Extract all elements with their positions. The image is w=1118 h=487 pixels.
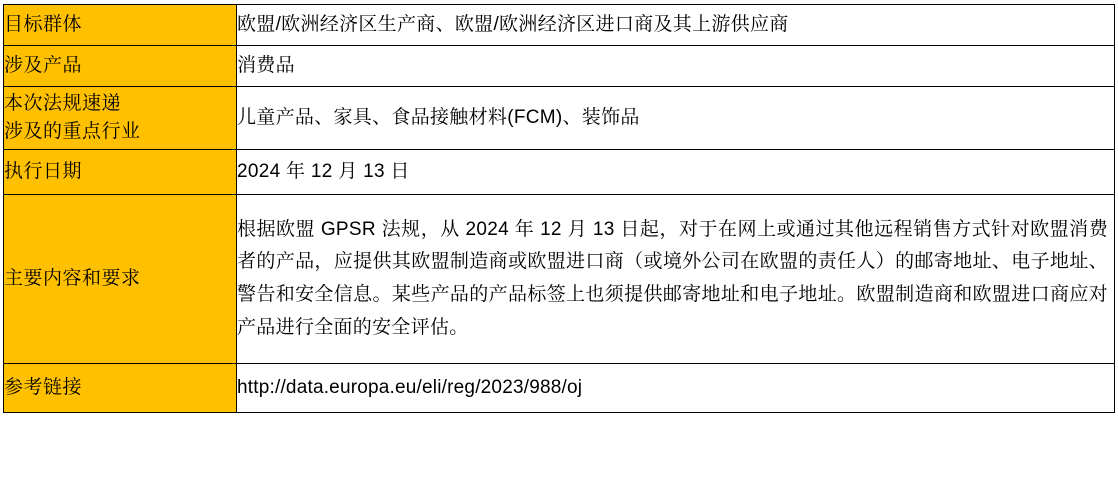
label-line: 主要内容和要求 [4, 267, 141, 289]
row-value-effective-date: 2024 年 12 月 13 日 [237, 150, 1115, 195]
row-value-key-industries: 儿童产品、家具、食品接触材料(FCM)、装饰品 [237, 87, 1115, 150]
label-line: 本次法规速递 [4, 92, 122, 114]
label-line: 执行日期 [4, 160, 83, 182]
table-row [4, 195, 1115, 364]
reference-link-url[interactable]: http://data.europa.eu/eli/reg/2023/988/oj [237, 377, 583, 399]
row-value-target-group: 欧盟/欧洲经济区生产商、欧盟/欧洲经济区进口商及其上游供应商 [237, 5, 1115, 46]
row-label-products [4, 46, 237, 87]
row-value-products: 消费品 [237, 46, 1115, 87]
row-label-key-industries [4, 87, 237, 150]
table-row [4, 46, 1115, 87]
label-line: 参考链接 [4, 376, 83, 398]
regulation-summary-table [3, 4, 1115, 413]
row-label-effective-date [4, 150, 237, 195]
label-line: 涉及的重点行业 [4, 121, 141, 142]
row-value-main-requirements [237, 195, 1115, 364]
label-line: 目标群体 [4, 13, 83, 35]
row-label-main-requirements [4, 195, 237, 364]
row-label-reference-link [4, 364, 237, 413]
table-row [4, 87, 1115, 150]
row-value-reference-link [237, 364, 1115, 413]
main-requirements-paragraph: 根据欧盟 GPSR 法规，从 2024 年 12 月 13 日起，对于在网上或通过其他远程销售方式针对欧盟消费者的产品，应提供其欧盟制造商或欧盟进口商（或境外公司在欧盟的责任人）的邮寄地址、电子地址、警告和安全信息。某些产品的产品标签上也须提供邮寄地址和电子地址。欧盟制造商和欧盟进口商应对产品进行全面的安全评估。 [237, 218, 1108, 338]
table-row [4, 364, 1115, 413]
table-row [4, 5, 1115, 46]
row-label-target-group [4, 5, 237, 46]
table-row [4, 150, 1115, 195]
label-line: 涉及产品 [4, 54, 83, 76]
